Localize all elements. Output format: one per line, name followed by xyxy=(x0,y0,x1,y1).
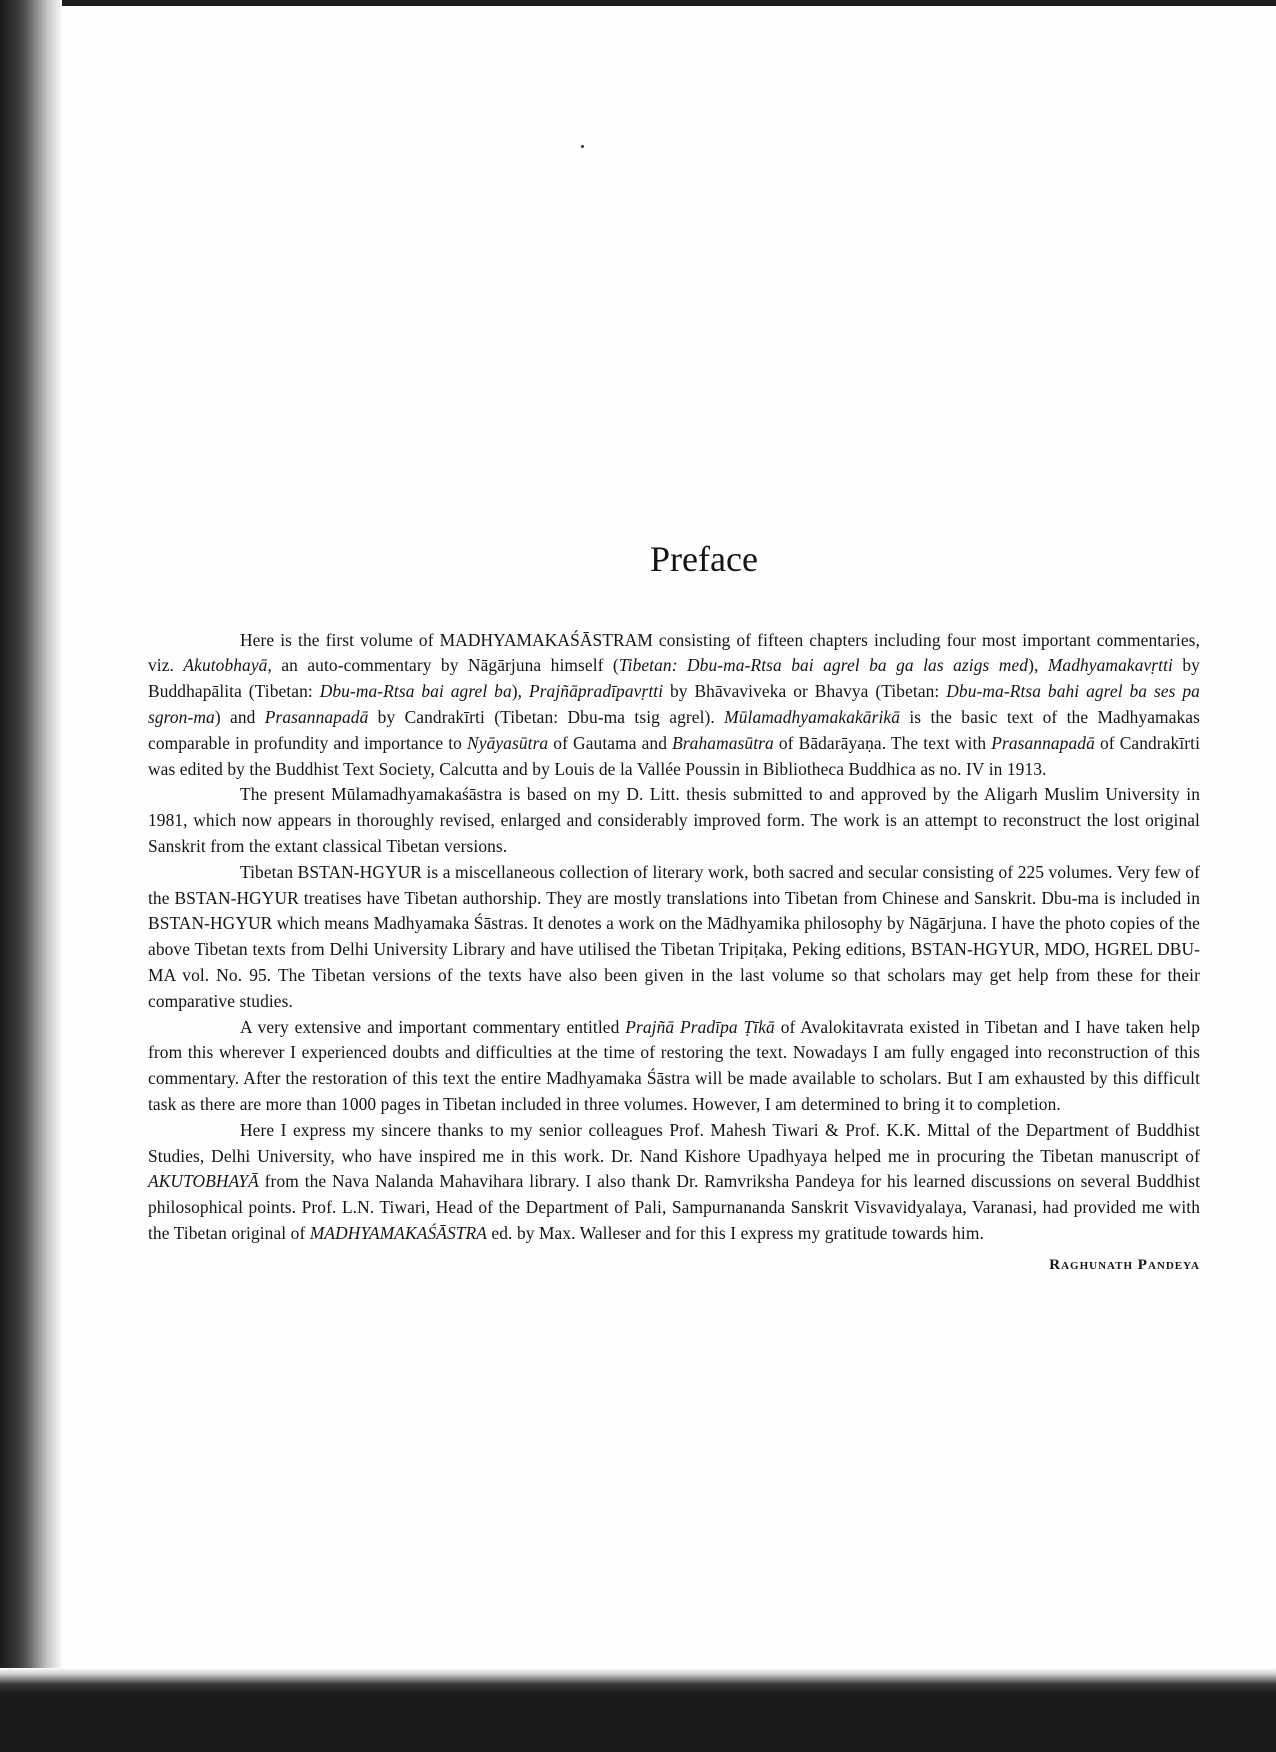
preface-paragraph xyxy=(148,860,1200,1015)
text-run: ), xyxy=(1028,655,1048,676)
italic-term: Brahamasūtra xyxy=(672,732,774,753)
author-signature: Raghunath Pandeya xyxy=(1049,1256,1200,1273)
italic-term: Madhyamakavṛtti xyxy=(1047,655,1173,676)
text-run: Tibetan BSTAN-HGYUR is a miscellaneous collection of literary work, both sacred and secular consisting of 225 volumes. Very few of the BSTAN-HGYUR treatises have Tibetan authorship. They are mostly translations into Tibetan from Chinese and Sanskrit. Dbu-ma is included in BSTAN-HGYUR which means Madhyamaka Śāstras. It denotes a work on the Mādhyamika philosophy by Nāgārjuna. I have the photo copies of the above Tibetan texts from Delhi University Library and have utilised the Tibetan Tripiṭaka, Peking editions, BSTAN-HGYUR, MDO, HGREL DBU-MA vol. No. 95. The Tibetan versions of the texts have also been given in the last volume so that scholars may get help from these for their comparative studies. xyxy=(148,861,1200,1011)
text-run: from the Nava Nalanda Mahavihara library. I also thank Dr. Ramvriksha Pandeya for his learned discussions on several Buddhist philosophical points. Prof. L.N. Tiwari, Head of the Department of Pali, Sampurnananda Sanskrit Visvavidyalaya, Varanasi, had provided me with the Tibetan original of xyxy=(148,1171,1200,1243)
text-run: of Avalokitavrata existed in Tibetan and I have taken help from this wherever I experienced doubts and difficulties at the time of restoring the text. Nowadays I am fully engaged into reconstruction of this commentary. After the restoration of this text the entire Madhyamaka Śāstra will be made available to scholars. But I am exhausted by this difficult task as there are more than 1000 pages in Tibetan included in three volumes. However, I am determined to bring it to completion. xyxy=(148,1016,1201,1114)
preface-paragraph xyxy=(148,1118,1200,1247)
text-run: of Candrakīrti was edited by the Buddhist Text Society, Calcutta and by Louis de la Vallée Poussin in Bibliotheca Buddhica as no. IV in 1913. xyxy=(148,732,1201,779)
text-run: The present Mūlamadhyamakaśāstra is based on my D. Litt. thesis submitted to and approved by the Aligarh Muslim University in 1981, which now appears in thoroughly revised, enlarged and considerably improved form. The work is an attempt to reconstruct the lost original Sanskrit from the extant classical Tibetan versions. xyxy=(148,784,1200,856)
italic-term: AKUTOBHAYĀ xyxy=(148,1171,259,1192)
italic-term: Tibetan: Dbu-ma-Rtsa bai agrel ba ga las azigs med xyxy=(618,655,1029,676)
text-run: of Gautama and xyxy=(548,732,673,753)
book-spine-shadow xyxy=(0,0,62,1752)
preface-paragraph xyxy=(148,1015,1200,1118)
text-run: ) and xyxy=(214,706,265,727)
italic-term: Prasannapadā xyxy=(991,732,1095,753)
scan-speck xyxy=(581,145,584,148)
preface-paragraph xyxy=(148,628,1200,783)
text-run: , an auto-commentary by Nāgārjuna himself ( xyxy=(267,655,619,676)
italic-term: Dbu-ma-Rtsa bai agrel ba xyxy=(319,681,512,702)
italic-term: Prasannapadā xyxy=(264,706,369,727)
text-run: of Bādarāyaṇa. The text with xyxy=(773,732,992,753)
text-run: by Candrakīrti (Tibetan: Dbu-ma tsig agrel). xyxy=(368,706,725,727)
text-run: A very extensive and important commentary entitled xyxy=(240,1016,626,1037)
text-run: Here I express my sincere thanks to my senior colleagues Prof. Mahesh Tiwari & Prof. K.K. Mittal of the Department of Buddhist Studies, Delhi University, who have inspired me in this work. Dr. Nand Kishore Upadhyaya helped me in procuring the Tibetan manuscript of xyxy=(148,1119,1200,1166)
italic-term: Mūlamadhyamakakārikā xyxy=(724,706,901,727)
italic-term: Nyāyasūtra xyxy=(467,732,549,753)
text-run: by Bhāvaviveka or Bhavya (Tibetan: xyxy=(663,681,947,702)
scan-bottom-edge xyxy=(0,1668,1276,1752)
text-run: ed. by Max. Walleser and for this I express my gratitude towards him. xyxy=(486,1222,984,1243)
italic-term: Prajñā Pradīpa Ṭīkā xyxy=(625,1016,775,1037)
preface-paragraph xyxy=(148,782,1200,859)
italic-term: Dbu-ma-Rtsa bahi agrel ba ses pa sgron-ma xyxy=(148,681,1200,727)
scan-top-edge xyxy=(0,0,1276,6)
italic-term: MADHYAMAKAŚĀSTRA xyxy=(309,1222,487,1243)
text-run: Here is the first volume of MADHYAMAKAŚĀSTRAM consisting of fifteen chapters including four most important commentaries, viz. xyxy=(148,629,1200,676)
preface-content xyxy=(148,540,1200,1274)
italic-term: Akutobhayā xyxy=(183,655,268,676)
preface-body xyxy=(148,628,1200,1247)
text-run: ), xyxy=(511,681,529,702)
text-run: by Buddhapālita (Tibetan: xyxy=(148,655,1200,702)
text-run: is the basic text of the Madhyamakas comparable in profundity and importance to xyxy=(148,706,1200,753)
page-title: Preface xyxy=(650,539,758,579)
italic-term: Prajñāpradīpavṛtti xyxy=(528,681,664,702)
